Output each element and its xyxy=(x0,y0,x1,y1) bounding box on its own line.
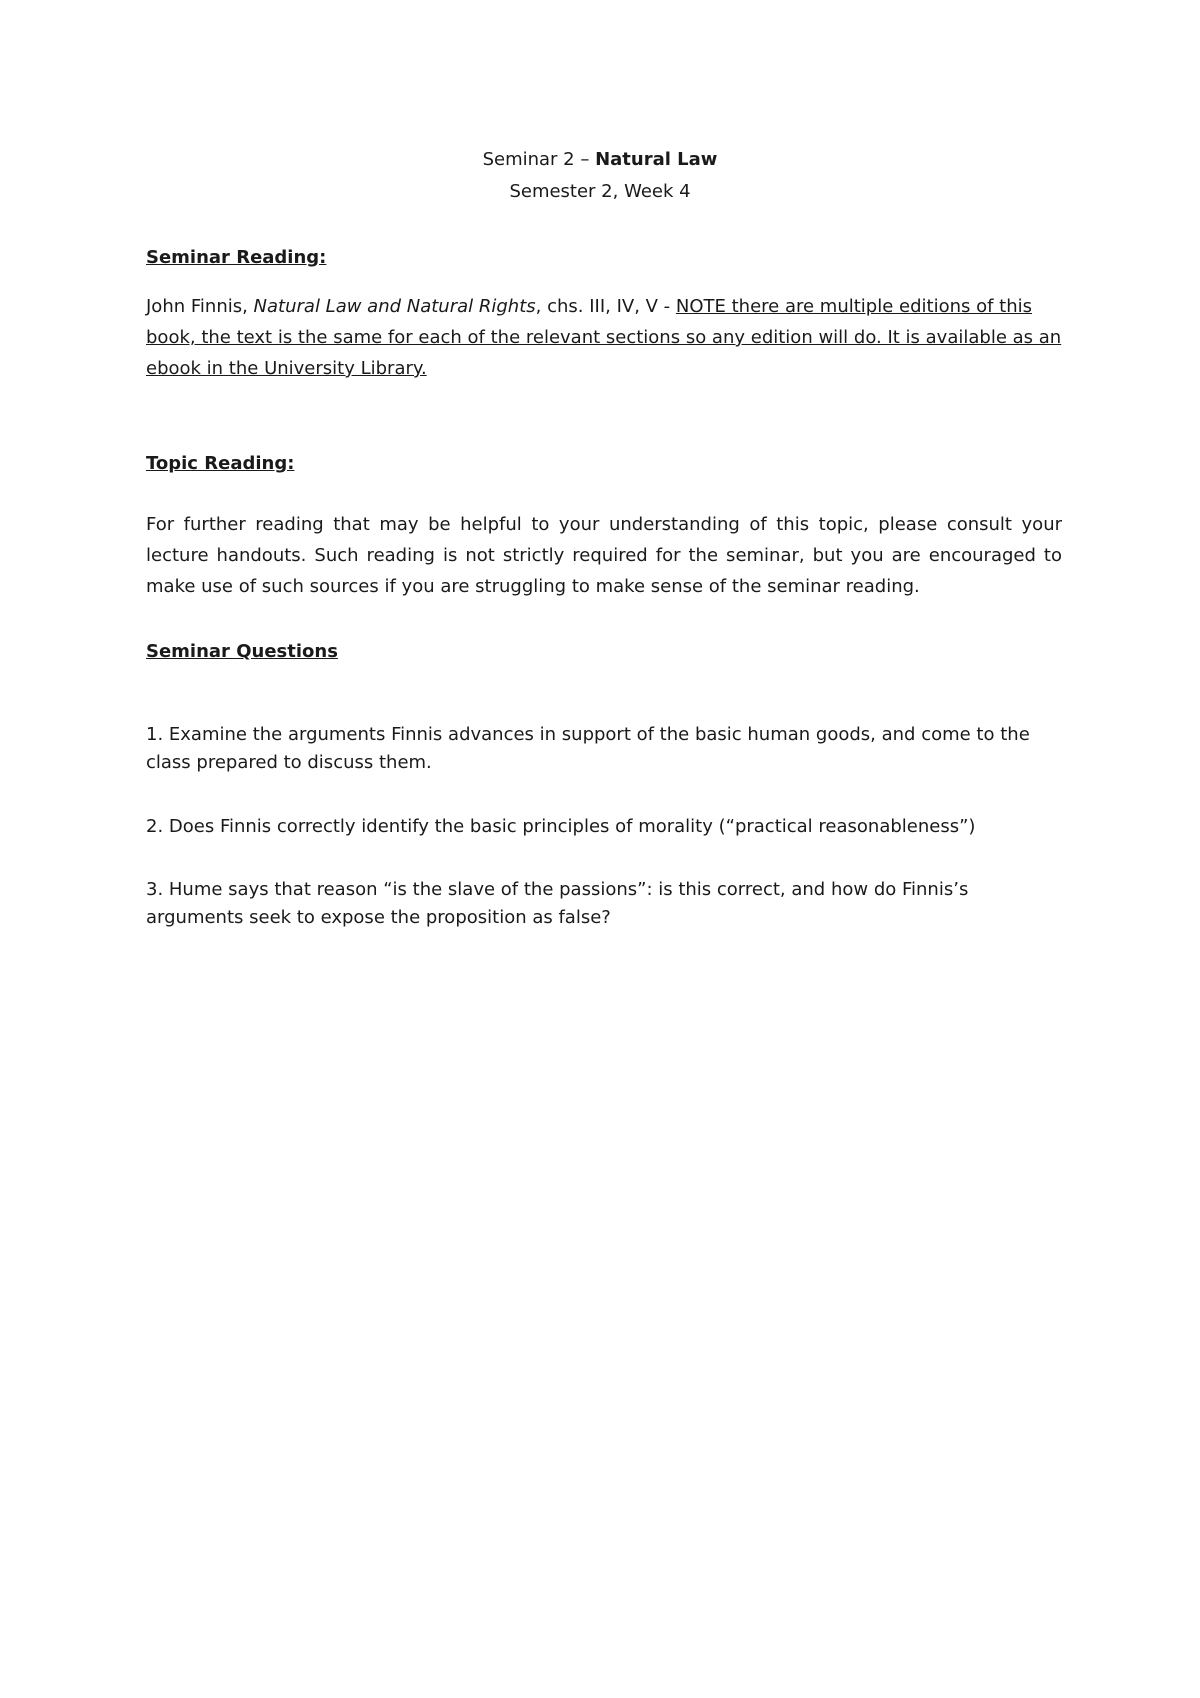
reading-book-title: Natural Law and Natural Rights xyxy=(253,296,536,317)
question-item-1: 1. Examine the arguments Finnis advances in support of the basic human goods, and come to the class prepared to discuss them. xyxy=(146,724,1030,773)
reading-chapters: , chs. III, IV, V - xyxy=(535,296,676,317)
document-subtitle: Semester 2, Week 4 xyxy=(509,181,691,202)
topic-reading-paragraph: For further reading that may be helpful to your understanding of this topic, please consult your lecture handouts. Such reading is not strictly required for the seminar, but you are encouraged to make use of such sources if you are struggling to make sense of the seminar reading. xyxy=(146,514,1062,597)
document-title xyxy=(0,148,1200,172)
seminar-reading-paragraph xyxy=(146,291,1062,384)
title-topic: Natural Law xyxy=(595,149,718,170)
reading-note: NOTE there are multiple editions of this book, the text is the same for each of the relevant sections so any edition will do. It is available as an ebook in the University Library. xyxy=(146,296,1062,379)
reading-author: John Finnis, xyxy=(146,296,254,317)
question-item-3: 3. Hume says that reason “is the slave of the passions”: is this correct, and how do Finnis’s arguments seek to expose the proposition as false? xyxy=(146,879,969,928)
topic-reading-heading: Topic Reading: xyxy=(146,453,295,474)
title-prefix: Seminar 2 – xyxy=(482,149,596,170)
seminar-questions-heading: Seminar Questions xyxy=(146,641,338,662)
seminar-reading-heading: Seminar Reading: xyxy=(146,247,327,268)
question-item-2: 2. Does Finnis correctly identify the basic principles of morality (“practical reasonableness”) xyxy=(146,816,976,837)
